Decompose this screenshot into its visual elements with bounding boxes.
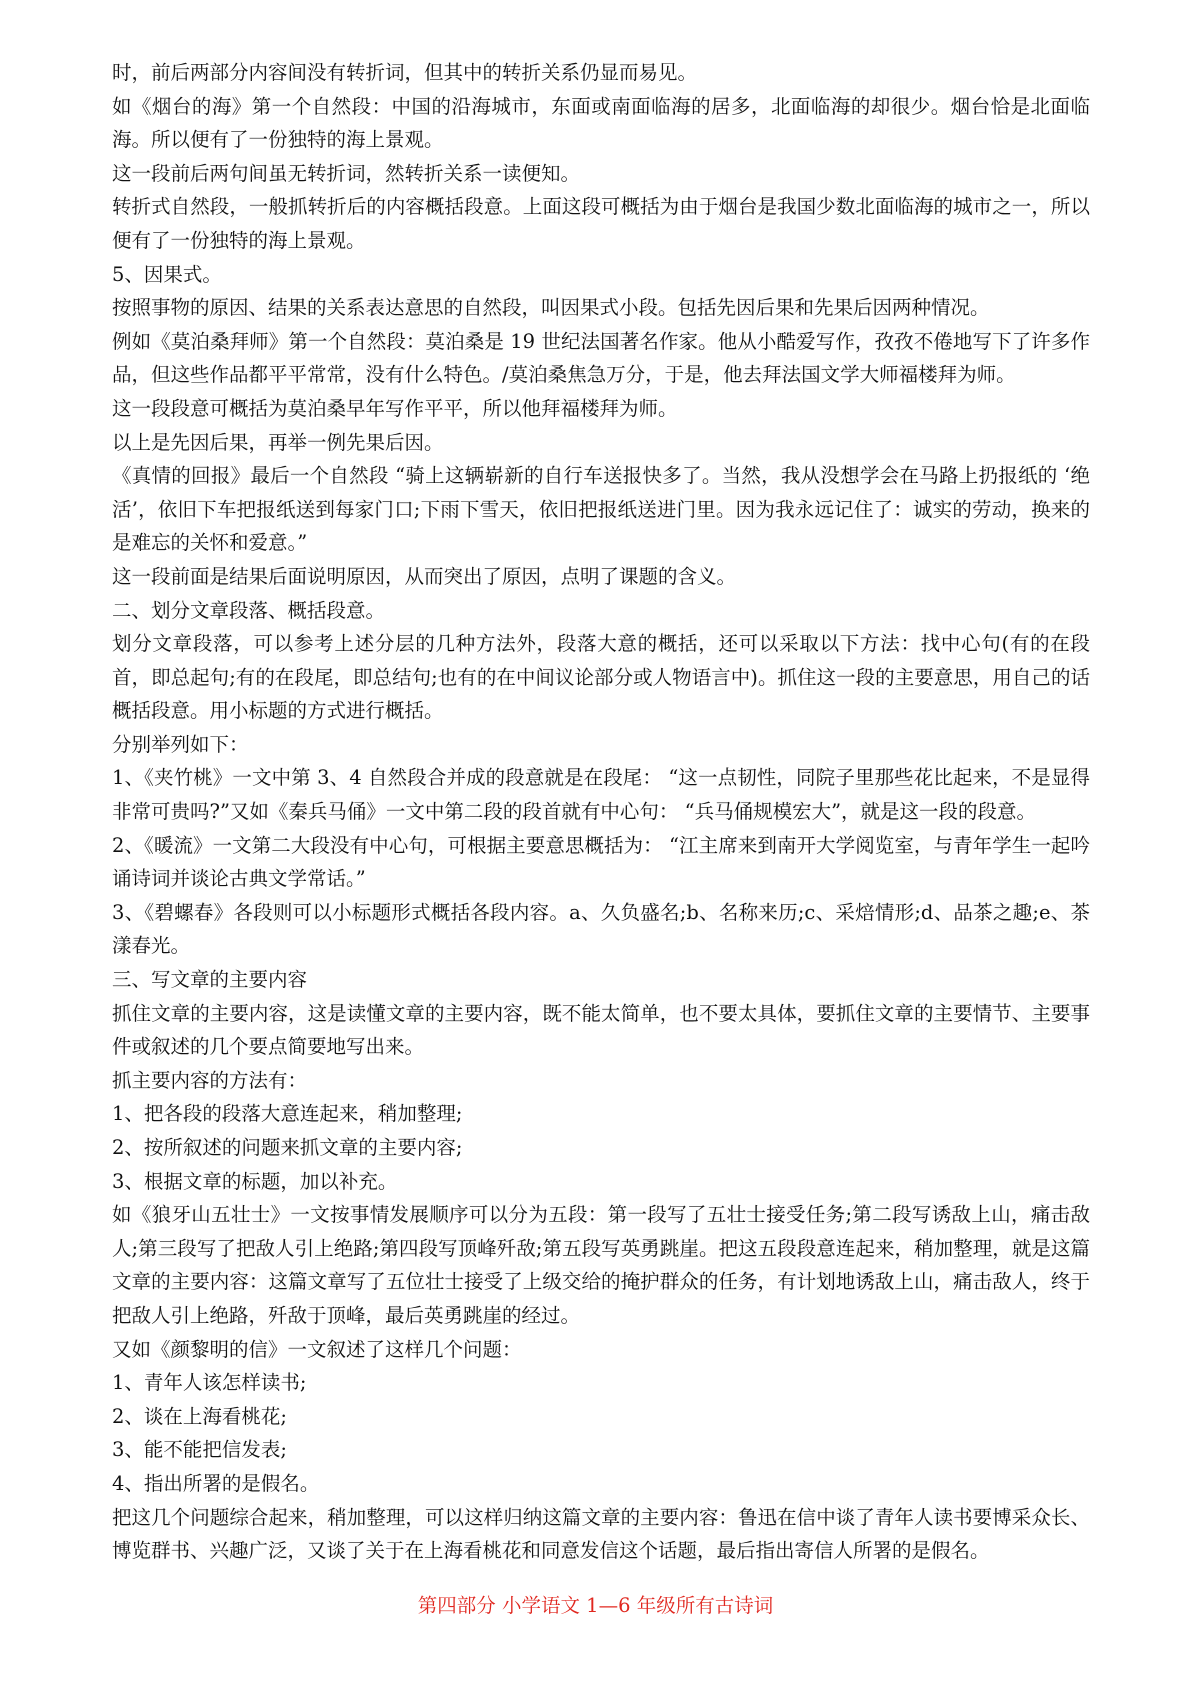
paragraph: 例如《莫泊桑拜师》第一个自然段：莫泊桑是 19 世纪法国著名作家。他从小酷爱写作，孜孜不倦地写下了许多作品，但这些作品都平平常常，没有什么特色。/莫泊桑焦急万分，于是，他去拜法国文学大师福楼拜为师。	[112, 329, 1090, 387]
document-body	[112, 56, 1090, 1568]
paragraph: 以上是先因后果，再举一例先果后因。	[112, 430, 444, 454]
list-item: 2、谈在上海看桃花;	[112, 1404, 287, 1428]
list-item: 2、《暖流》一文第二大段没有中心句，可根据主要意思概括为： “江主席来到南开大学阅览室，与青年学生一起吟诵诗词并谈论古典文学常话。”	[112, 833, 1090, 891]
paragraph: 这一段前后两句间虽无转折词，然转折关系一读便知。	[112, 161, 581, 185]
paragraph: 如《烟台的海》第一个自然段：中国的沿海城市，东面或南面临海的居多，北面临海的却很少。烟台恰是北面临海。所以便有了一份独特的海上景观。	[112, 94, 1090, 152]
paragraph: 抓主要内容的方法有：	[112, 1068, 308, 1092]
paragraph: 转折式自然段，一般抓转折后的内容概括段意。上面这段可概括为由于烟台是我国少数北面临海的城市之一，所以便有了一份独特的海上景观。	[112, 195, 1090, 252]
list-item: 1、《夹竹桃》一文中第 3、4 自然段合并成的段意就是在段尾： “这一点韧性，同院子里那些花比起来，不是显得非常可贵吗?”又如《秦兵马俑》一文中第二段的段首就有中心句： “兵马俑规模宏大”，就是这一段的段意。	[112, 766, 1090, 824]
section-heading: 二、划分文章段落、概括段意。	[112, 598, 386, 622]
paragraph: 这一段前面是结果后面说明原因，从而突出了原因，点明了课题的含义。	[112, 564, 737, 588]
paragraph: 划分文章段落，可以参考上述分层的几种方法外，段落大意的概括，还可以采取以下方法：找中心句(有的在段首，即总起句;有的在段尾，即总结句;也有的在中间议论部分或人物语言中)。抓住这一段的主要意思，用自己的话概括段意。用小标题的方式进行概括。	[112, 632, 1090, 723]
list-item: 1、青年人该怎样读书;	[112, 1371, 307, 1395]
list-item: 4、指出所署的是假名。	[112, 1471, 320, 1495]
paragraph: 时，前后两部分内容间没有转折词，但其中的转折关系仍显而易见。	[112, 61, 698, 84]
paragraph: 分别举列如下：	[112, 732, 249, 756]
list-item: 2、按所叙述的问题来抓文章的主要内容;	[112, 1136, 463, 1159]
list-item: 3、根据文章的标题，加以补充。	[112, 1169, 398, 1193]
list-item: 3、《碧螺春》各段则可以小标题形式概括各段内容。a、久负盛名;b、名称来历;c、采焙情形;d、品茶之趣;e、茶漾春光。	[112, 900, 1090, 958]
paragraph: 这一段段意可概括为莫泊桑早年写作平平，所以他拜福楼拜为师。	[112, 396, 678, 420]
paragraph: 按照事物的原因、结果的关系表达意思的自然段，叫因果式小段。包括先因后果和先果后因两种情况。	[112, 296, 990, 320]
section-heading: 5、因果式。	[112, 262, 222, 286]
footer-section-title: 第四部分 小学语文 1—6 年级所有古诗词	[417, 1594, 774, 1617]
section-heading: 三、写文章的主要内容	[112, 968, 308, 992]
list-item: 3、能不能把信发表;	[112, 1438, 287, 1462]
paragraph: 如《狼牙山五壮士》一文按事情发展顺序可以分为五段：第一段写了五壮士接受任务;第二段写诱敌上山，痛击敌人;第三段写了把敌人引上绝路;第四段写顶峰歼敌;第五段写英勇跳崖。把这五段段意连起来，稍加整理，就是这篇文章的主要内容：这篇文章写了五位壮士接受了上级交给的掩护群众的任务，有计划地诱敌上山，痛击敌人，终于把敌人引上绝路，歼敌于顶峰，最后英勇跳崖的经过。	[112, 1203, 1090, 1327]
paragraph: 又如《颜黎明的信》一文叙述了这样几个问题：	[112, 1337, 522, 1361]
list-item: 1、把各段的段落大意连起来，稍加整理;	[112, 1102, 463, 1126]
paragraph: 把这几个问题综合起来，稍加整理，可以这样归纳这篇文章的主要内容：鲁迅在信中谈了青年人读书要博采众长、博览群书、兴趣广泛，又谈了关于在上海看桃花和同意发信这个话题，最后指出寄信人所署的是假名。	[112, 1505, 1090, 1563]
paragraph: 抓住文章的主要内容，这是读懂文章的主要内容，既不能太简单，也不要太具体，要抓住文章的主要情节、主要事件或叙述的几个要点简要地写出来。	[112, 1001, 1090, 1059]
paragraph: 《真情的回报》最后一个自然段 “骑上这辆崭新的自行车送报快多了。当然，我从没想学会在马路上扔报纸的 ‘绝活’，依旧下车把报纸送到每家门口;下雨下雪天，依旧把报纸送进门里。因为我永远记住了：诚实的劳动，换来的是难忘的关怀和爱意。”	[112, 464, 1090, 555]
